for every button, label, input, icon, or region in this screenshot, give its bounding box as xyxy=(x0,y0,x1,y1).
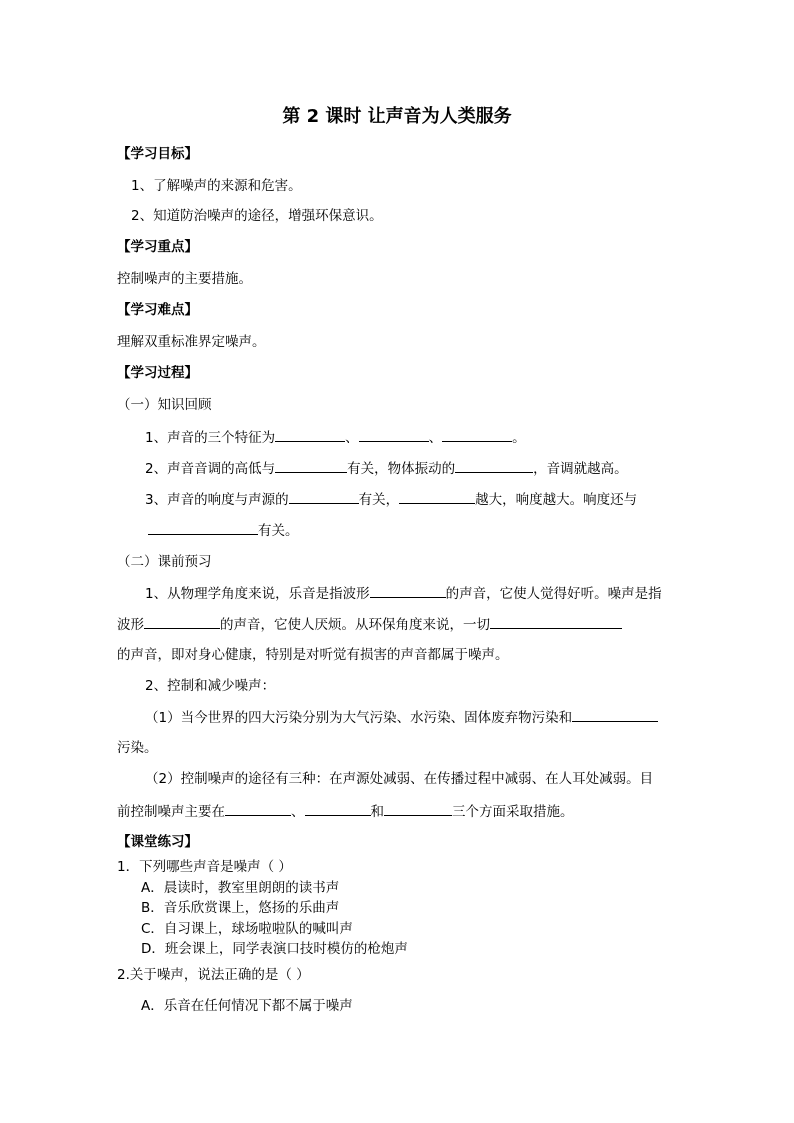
review-q1-text-b: 、 xyxy=(345,430,359,446)
fill-blank[interactable] xyxy=(442,428,512,442)
preview-p1-text-c: 波形 xyxy=(117,617,144,633)
review-question-2 xyxy=(145,459,628,478)
preview-p1-line3: 的声音，即对身心健康，特别是对听觉有损害的声音都属于噪声。 xyxy=(117,647,509,663)
review-q3-text-a: 3、声音的响度与声源的 xyxy=(145,492,289,508)
preview-p1-text-b: 的声音，它使人觉得好听。噪声是指 xyxy=(445,586,662,602)
review-q3-text-c: 越大，响度越大。响度还与 xyxy=(475,492,638,508)
review-q1-text-a: 1、声音的三个特征为 xyxy=(145,430,276,446)
review-q2-text-a: 2、声音音调的高低与 xyxy=(145,461,276,477)
preview-p2-2-text-e: 三个方面采取措施。 xyxy=(452,804,574,820)
preview-p2-1-line1 xyxy=(145,708,658,727)
practice-q2-option-a: A．乐音在任何情况下都不属于噪声 xyxy=(141,998,353,1014)
preview-p2-2-line2 xyxy=(117,802,574,821)
objective-2: 2、知道防治噪声的途径，增强环保意识。 xyxy=(131,208,383,224)
preview-p2-2-text-c: 、 xyxy=(291,804,305,820)
review-q2-text-b: 有关，物体振动的 xyxy=(347,461,456,477)
process-heading: 【学习过程】 xyxy=(117,365,198,381)
preview-p1-text-d: 的声音，它使人厌烦。从环保角度来说，一切 xyxy=(220,617,490,633)
fill-blank[interactable] xyxy=(490,615,622,629)
preview-p2-2-text-b: 前控制噪声主要在 xyxy=(117,804,225,820)
fill-blank[interactable] xyxy=(370,584,446,598)
review-q2-text-c: ，音调就越高。 xyxy=(533,461,628,477)
fill-blank[interactable] xyxy=(572,708,658,722)
practice-q1-stem: 1．下列哪些声音是噪声（ ） xyxy=(117,859,292,875)
difficulties-text: 理解双重标准界定噪声。 xyxy=(117,334,266,350)
preview-p2-1-line2: 污染。 xyxy=(117,740,158,756)
review-question-3-cont xyxy=(148,521,299,540)
preview-p2-2-text-d: 和 xyxy=(370,804,384,820)
practice-heading: 【课堂练习】 xyxy=(117,834,198,850)
practice-q1-option-d: D．班会课上，同学表演口技时模仿的枪炮声 xyxy=(141,941,408,957)
key-points-text: 控制噪声的主要措施。 xyxy=(117,271,252,287)
review-q1-text-d: 。 xyxy=(512,430,526,446)
preview-p1-line1 xyxy=(145,584,662,603)
fill-blank[interactable] xyxy=(399,490,475,504)
fill-blank[interactable] xyxy=(384,802,452,816)
fill-blank[interactable] xyxy=(455,459,533,473)
preview-p2: 2、控制和减少噪声： xyxy=(145,678,276,694)
review-question-1 xyxy=(145,428,526,447)
fill-blank[interactable] xyxy=(225,802,291,816)
preview-heading: （二）课前预习 xyxy=(117,554,212,570)
fill-blank[interactable] xyxy=(148,521,258,535)
preview-p2-1-text-a: （1）当今世界的四大污染分别为大气污染、水污染、固体废弃物污染和 xyxy=(145,710,573,726)
preview-p2-2-line1: （2）控制噪声的途径有三种：在声源处减弱、在传播过程中减弱、在人耳处减弱。目 xyxy=(145,771,654,787)
practice-q2-stem: 2.关于噪声，说法正确的是（ ） xyxy=(117,967,310,983)
review-q3-text-d: 有关。 xyxy=(258,523,299,539)
review-q3-text-b: 有关， xyxy=(358,492,400,508)
fill-blank[interactable] xyxy=(275,459,347,473)
practice-q1-option-b: B．音乐欣赏课上，悠扬的乐曲声 xyxy=(141,900,340,916)
page-title: 第 2 课时 让声音为人类服务 xyxy=(282,106,512,127)
objectives-heading: 【学习目标】 xyxy=(117,146,198,162)
fill-blank[interactable] xyxy=(144,615,220,629)
objective-1: 1、了解噪声的来源和危害。 xyxy=(131,178,302,194)
fill-blank[interactable] xyxy=(275,428,345,442)
review-heading: （一）知识回顾 xyxy=(117,397,212,413)
fill-blank[interactable] xyxy=(289,490,359,504)
preview-p1-text-a: 1、从物理学角度来说，乐音是指波形 xyxy=(145,586,370,602)
review-question-3 xyxy=(145,490,637,509)
review-q1-text-c: 、 xyxy=(428,430,443,446)
preview-p1-line2 xyxy=(117,615,622,634)
practice-q1-option-c: C．自习课上，球场啦啦队的喊叫声 xyxy=(141,921,353,937)
practice-q1-option-a: A．晨读时，教室里朗朗的读书声 xyxy=(141,880,340,896)
fill-blank[interactable] xyxy=(359,428,429,442)
difficulties-heading: 【学习难点】 xyxy=(117,302,198,318)
key-points-heading: 【学习重点】 xyxy=(117,239,198,255)
fill-blank[interactable] xyxy=(305,802,371,816)
